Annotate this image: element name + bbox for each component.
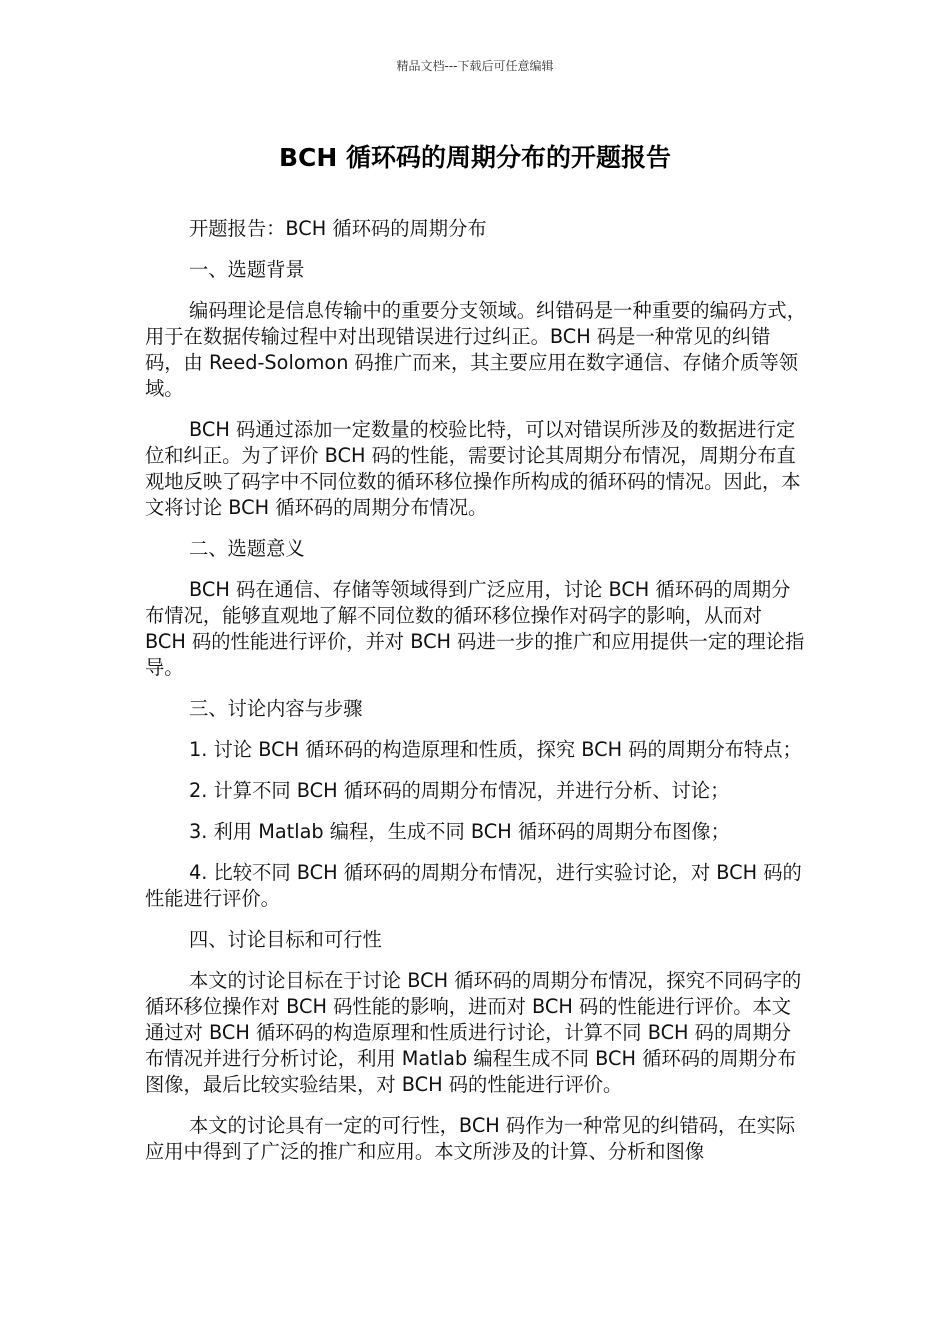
paragraph: BCH 码通过添加一定数量的校验比特，可以对错误所涉及的数据进行定位和纠正。为了评价 BCH 码的性能，需要讨论其周期分布情况，周期分布直观地反映了码字中不同位数的循环移位操作所构成的循环码的情况。因此，本文将讨论 BCH 循环码的周期分布情况。 (145, 418, 801, 519)
section-heading: 二、选题意义 (189, 537, 305, 560)
paragraph: BCH 码在通信、存储等领域得到广泛应用，讨论 BCH 循环码的周期分布情况，能够直观地了解不同位数的循环移位操作对码字的影响，从而对 BCH 码的性能进行评价，并对 BCH 码进一步的推广和应用提供一定的理论指导。 (145, 578, 805, 679)
list-item: 4. 比较不同 BCH 循环码的周期分布情况，进行实验讨论，对 BCH 码的性能进行评价。 (145, 861, 802, 910)
section-heading: 四、讨论目标和可行性 (189, 928, 382, 951)
list-item: 3. 利用 Matlab 编程，生成不同 BCH 循环码的周期分布图像； (189, 820, 730, 843)
paragraph: 本文的讨论具有一定的可行性，BCH 码作为一种常见的纠错码，在实际应用中得到了广泛的推广和应用。本文所涉及的计算、分析和图像 (145, 1114, 796, 1163)
document-title: BCH 循环码的周期分布的开题报告 (278, 143, 672, 172)
list-item: 1. 讨论 BCH 循环码的构造原理和性质，探究 BCH 码的周期分布特点； (189, 738, 802, 761)
list-item: 2. 计算不同 BCH 循环码的周期分布情况，并进行分析、讨论； (189, 779, 730, 802)
page-header: 精品文档---下载后可任意编辑 (396, 59, 554, 73)
paragraph: 编码理论是信息传输中的重要分支领域。纠错码是一种重要的编码方式，用于在数据传输过程中对出现错误进行过纠正。BCH 码是一种常见的纠错码，由 Reed-Solomon 码推广而来，其主要应用在数字通信、存储介质等领域。 (145, 299, 806, 400)
section-heading: 一、选题背景 (189, 258, 305, 281)
document-body (145, 216, 807, 1180)
paragraph: 开题报告：BCH 循环码的周期分布 (189, 217, 487, 240)
section-heading: 三、讨论内容与步骤 (189, 697, 363, 720)
paragraph: 本文的讨论目标在于讨论 BCH 循环码的周期分布情况，探究不同码字的循环移位操作对 BCH 码性能的影响，进而对 BCH 码的性能进行评价。本文通过对 BCH 循环码的构造原理和性质进行讨论，计算不同 BCH 码的周期分布情况并进行分析讨论，利用 Matlab 编程生成不同 BCH 循环码的周期分布图像，最后比较实验结果，对 BCH 码的性能进行评价。 (145, 969, 802, 1096)
